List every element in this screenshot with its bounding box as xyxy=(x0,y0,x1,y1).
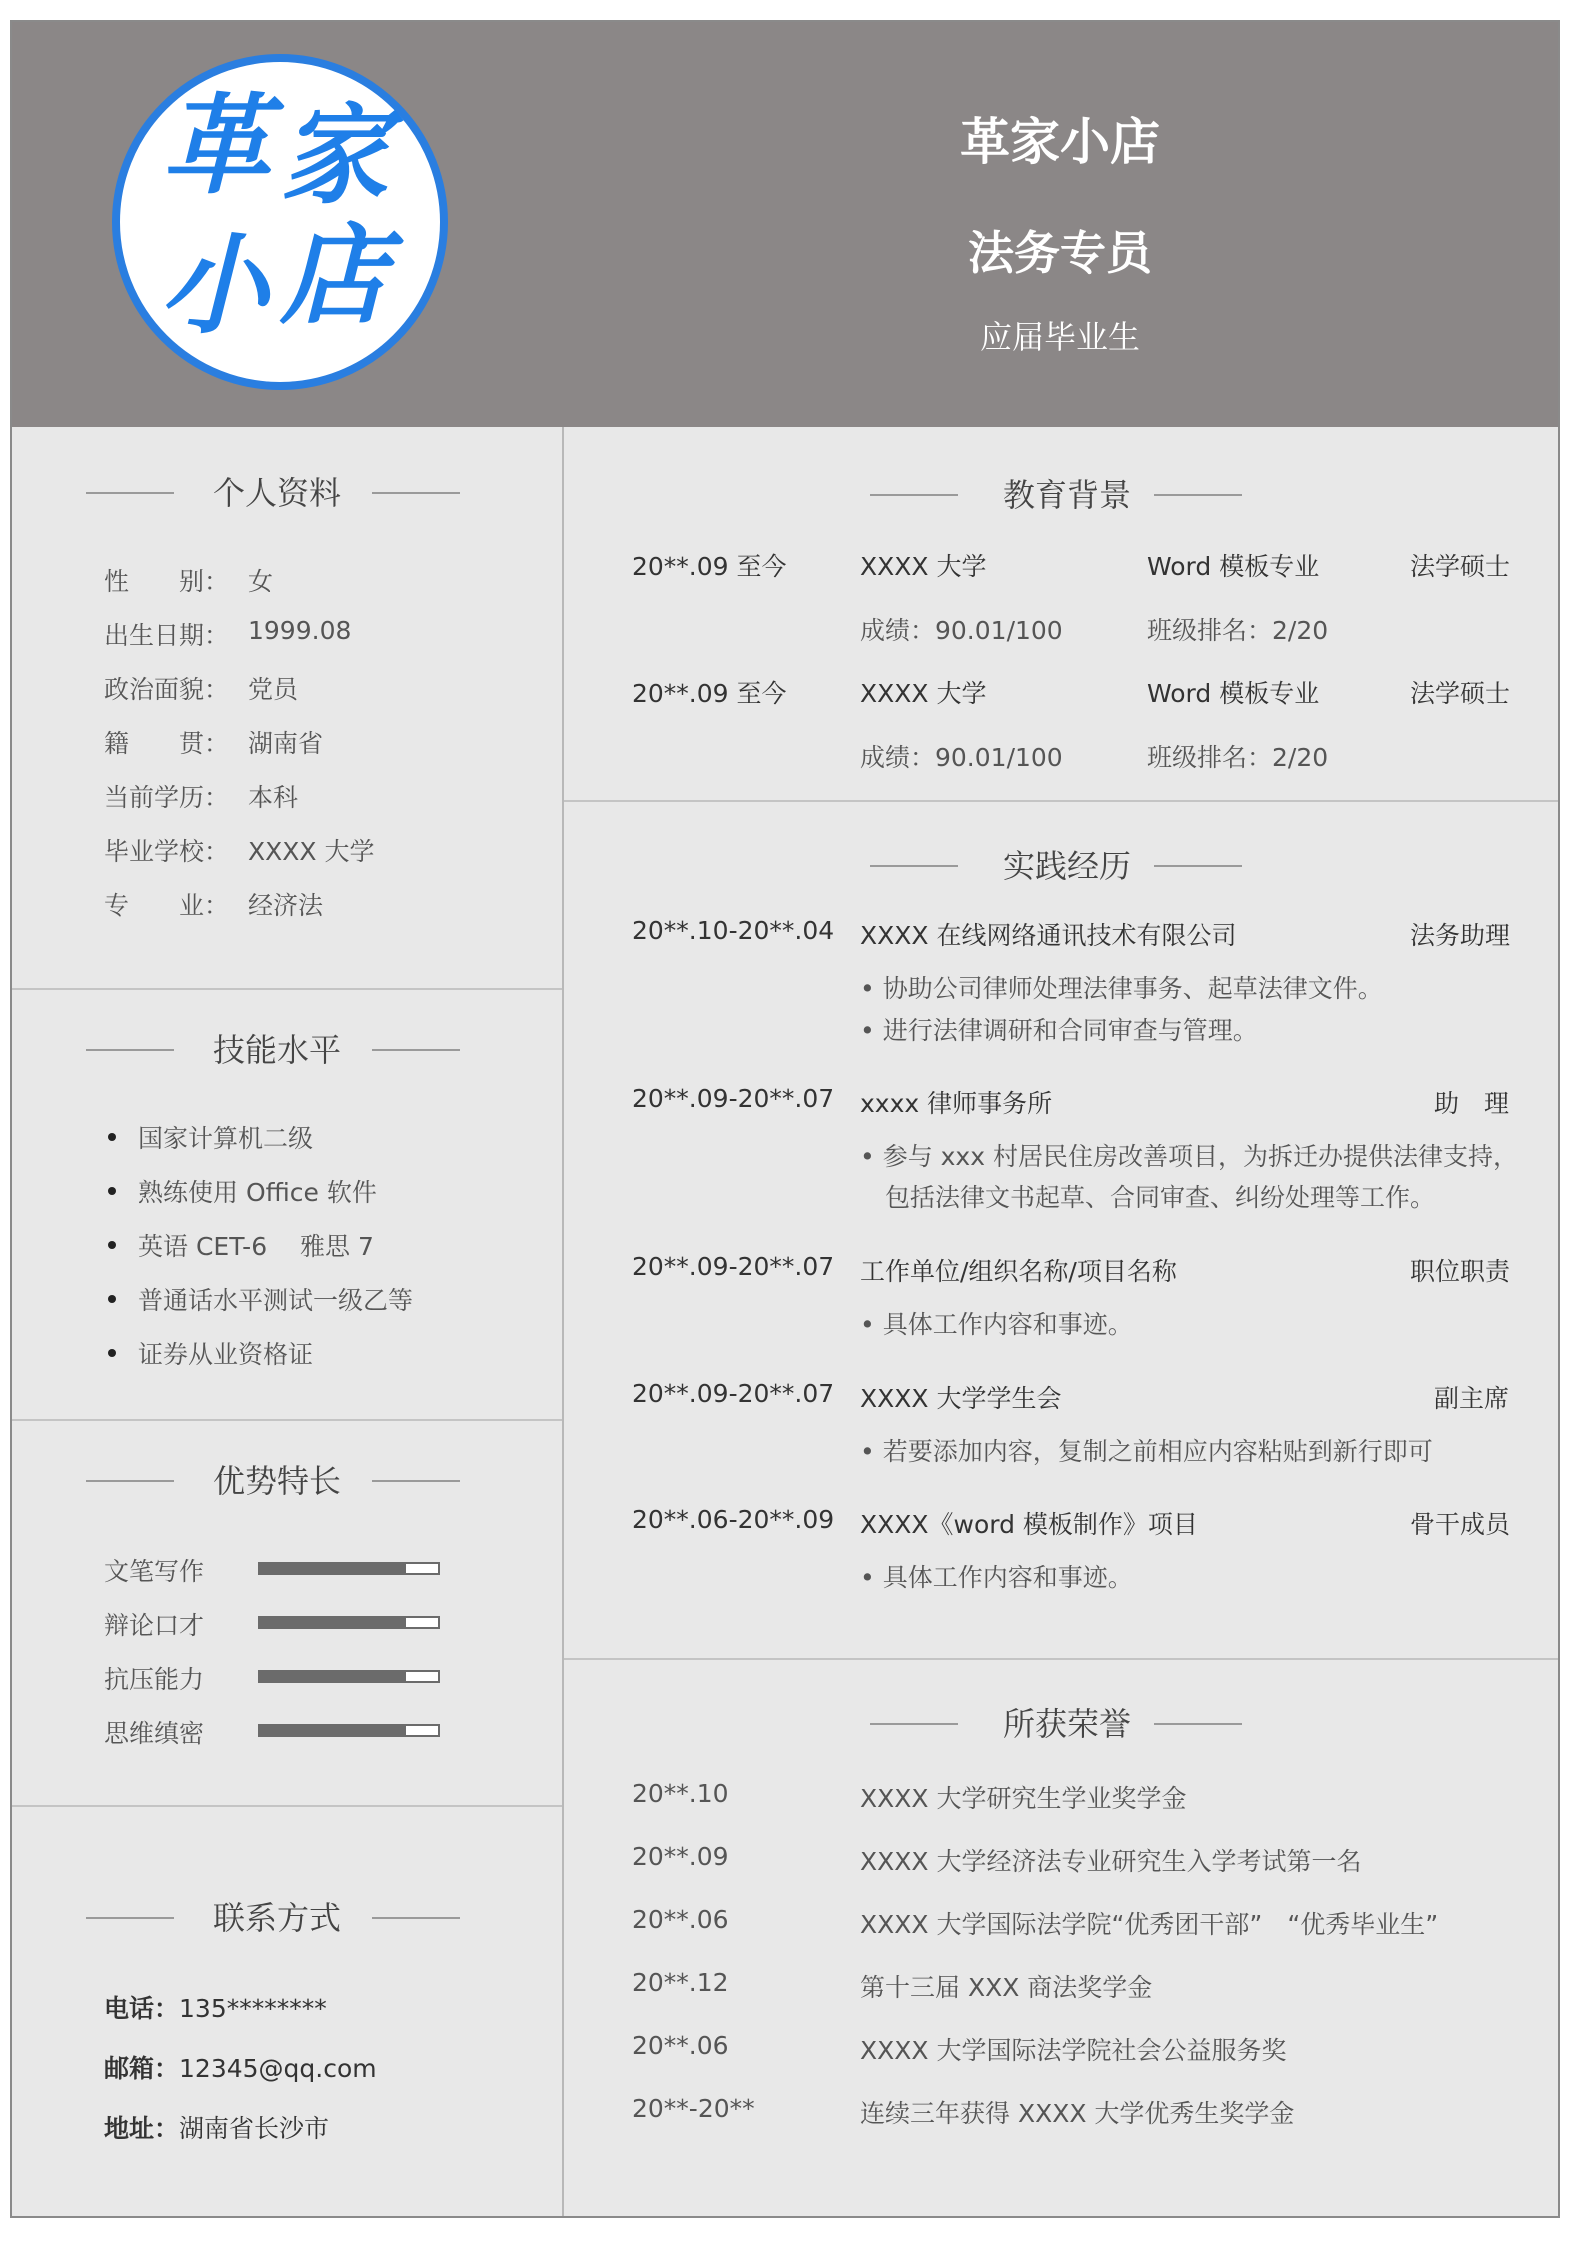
exp-date: 20**.09-20**.07 xyxy=(632,1379,835,1408)
strength-bar-fill xyxy=(260,1726,406,1735)
honor-date: 20**.12 xyxy=(632,1968,729,1997)
edu-score: 成绩：90.01/100 xyxy=(860,616,1063,645)
edu-degree: 法学硕士 xyxy=(1410,552,1511,581)
exp-date: 20**.09-20**.07 xyxy=(632,1252,835,1281)
strength-bar-fill xyxy=(260,1618,406,1627)
strength-bar xyxy=(258,1562,440,1575)
info-value: 女 xyxy=(248,567,274,596)
info-label: 专 业： xyxy=(104,891,230,920)
section-title-strengths: 优势特长 xyxy=(212,1462,341,1500)
title-rule xyxy=(1154,494,1242,496)
job-position: 法务专员 xyxy=(968,226,1152,280)
title-rule xyxy=(86,492,174,494)
title-rule xyxy=(1154,865,1242,867)
strength-bar-fill xyxy=(260,1672,406,1681)
honor-text: XXXX 大学国际法学院社会公益服务奖 xyxy=(860,2036,1287,2065)
title-rule xyxy=(372,492,460,494)
exp-detail: • 若要添加内容，复制之前相应内容粘贴到新行即可 xyxy=(860,1437,1433,1466)
exp-date: 20**.06-20**.09 xyxy=(632,1505,835,1534)
exp-role: 职位职责 xyxy=(1410,1257,1511,1286)
phone-value: 135******** xyxy=(179,1994,327,2023)
resume-page xyxy=(10,20,1560,2218)
title-rule xyxy=(86,1480,174,1482)
exp-org: XXXX 大学学生会 xyxy=(860,1384,1062,1413)
honor-date: 20**.06 xyxy=(632,1905,729,1934)
edu-score: 成绩：90.01/100 xyxy=(860,743,1063,772)
title-rule xyxy=(870,865,958,867)
honor-text: XXXX 大学经济法专业研究生入学考试第一名 xyxy=(860,1847,1362,1876)
edu-rank: 班级排名：2/20 xyxy=(1147,743,1329,772)
exp-detail: 包括法律文书起草、合同审查、纠纷处理等工作。 xyxy=(860,1183,1436,1212)
contact-phone xyxy=(104,1989,327,2025)
info-label: 出生日期： xyxy=(104,621,230,650)
contact-address xyxy=(104,2109,329,2145)
section-title-honors: 所获荣誉 xyxy=(1002,1705,1131,1743)
edu-date: 20**.09 至今 xyxy=(632,679,787,708)
strength-bar xyxy=(258,1616,440,1629)
strength-label: 抗压能力 xyxy=(104,1665,205,1694)
info-value: 1999.08 xyxy=(248,616,352,645)
title-rule xyxy=(86,1049,174,1051)
bullet-icon xyxy=(108,1349,116,1357)
exp-org: XXXX 在线网络通讯技术有限公司 xyxy=(860,921,1237,950)
exp-detail: • 具体工作内容和事迹。 xyxy=(860,1310,1133,1339)
section-divider xyxy=(564,1658,1558,1660)
exp-org: xxxx 律师事务所 xyxy=(860,1089,1053,1118)
section-divider xyxy=(12,988,562,990)
section-divider xyxy=(12,1419,562,1421)
info-value: 党员 xyxy=(248,675,299,704)
title-rule xyxy=(372,1480,460,1482)
strength-bar-fill xyxy=(260,1564,406,1573)
info-value: XXXX 大学 xyxy=(248,837,375,866)
section-title-practice: 实践经历 xyxy=(1002,847,1131,885)
exp-role: 助 理 xyxy=(1434,1089,1510,1118)
honor-text: 第十三届 XXX 商法奖学金 xyxy=(860,1973,1153,2002)
info-value: 湖南省 xyxy=(248,729,324,758)
info-label: 籍 贯： xyxy=(104,729,230,758)
bullet-icon xyxy=(108,1187,116,1195)
candidate-status: 应届毕业生 xyxy=(979,318,1140,356)
title-rule xyxy=(372,1917,460,1919)
logo-char: 店 xyxy=(280,213,389,339)
logo-char: 小 xyxy=(160,223,269,349)
strength-label: 文笔写作 xyxy=(104,1557,205,1586)
strength-label: 辩论口才 xyxy=(104,1611,205,1640)
header-banner xyxy=(12,22,1558,427)
honor-text: XXXX 大学国际法学院“优秀团干部” “优秀毕业生” xyxy=(860,1910,1439,1939)
bullet-icon xyxy=(108,1133,116,1141)
edu-school: XXXX 大学 xyxy=(860,552,987,581)
section-divider xyxy=(12,1805,562,1807)
exp-role: 法务助理 xyxy=(1410,921,1511,950)
skill-item: 英语 CET-6 雅思 7 xyxy=(138,1232,374,1261)
exp-detail: • 具体工作内容和事迹。 xyxy=(860,1563,1133,1592)
info-value: 本科 xyxy=(248,783,299,812)
title-rule xyxy=(372,1049,460,1051)
section-title-contact: 联系方式 xyxy=(212,1899,341,1937)
exp-detail: • 协助公司律师处理法律事务、起草法律文件。 xyxy=(860,974,1383,1003)
honor-date: 20**-20** xyxy=(632,2094,755,2123)
address-label: 地址： xyxy=(104,2114,180,2143)
info-label: 毕业学校： xyxy=(104,837,230,866)
bullet-icon xyxy=(108,1295,116,1303)
email-label: 邮箱： xyxy=(104,2054,180,2083)
edu-rank: 班级排名：2/20 xyxy=(1147,616,1329,645)
edu-major: Word 模板专业 xyxy=(1147,679,1320,708)
logo-char: 家 xyxy=(280,93,389,219)
strength-bar xyxy=(258,1670,440,1683)
skill-item: 普通话水平测试一级乙等 xyxy=(138,1286,414,1315)
title-rule xyxy=(870,1723,958,1725)
exp-date: 20**.10-20**.04 xyxy=(632,916,835,945)
exp-role: 副主席 xyxy=(1434,1384,1510,1413)
strength-label: 思维缜密 xyxy=(104,1719,205,1748)
skill-item: 证券从业资格证 xyxy=(138,1340,314,1369)
exp-org: 工作单位/组织名称/项目名称 xyxy=(860,1257,1177,1286)
title-rule xyxy=(86,1917,174,1919)
address-value: 湖南省长沙市 xyxy=(179,2114,330,2143)
exp-role: 骨干成员 xyxy=(1410,1510,1511,1539)
phone-label: 电话： xyxy=(104,1994,180,2023)
contact-email xyxy=(104,2049,377,2085)
strength-bar xyxy=(258,1724,440,1737)
honor-text: XXXX 大学研究生学业奖学金 xyxy=(860,1784,1187,1813)
exp-detail: • 进行法律调研和合同审查与管理。 xyxy=(860,1016,1258,1045)
shop-logo xyxy=(112,54,448,390)
column-divider xyxy=(562,427,564,2216)
bullet-icon xyxy=(108,1241,116,1249)
title-rule xyxy=(1154,1723,1242,1725)
section-title-education: 教育背景 xyxy=(1002,476,1131,514)
info-label: 当前学历： xyxy=(104,783,230,812)
skill-item: 熟练使用 Office 软件 xyxy=(138,1178,377,1207)
honor-date: 20**.09 xyxy=(632,1842,729,1871)
honor-text: 连续三年获得 XXXX 大学优秀生奖学金 xyxy=(860,2099,1295,2128)
edu-major: Word 模板专业 xyxy=(1147,552,1320,581)
candidate-name: 革家小店 xyxy=(960,113,1160,171)
info-label: 性 别： xyxy=(104,567,230,596)
section-title-personal: 个人资料 xyxy=(212,474,341,512)
info-label: 政治面貌： xyxy=(104,675,230,704)
email-value: 12345@qq.com xyxy=(179,2054,377,2083)
section-title-skills: 技能水平 xyxy=(212,1031,341,1069)
logo-char: 革 xyxy=(162,83,271,209)
edu-school: XXXX 大学 xyxy=(860,679,987,708)
exp-org: XXXX《word 模板制作》项目 xyxy=(860,1510,1198,1539)
edu-degree: 法学硕士 xyxy=(1410,679,1511,708)
title-rule xyxy=(870,494,958,496)
honor-date: 20**.06 xyxy=(632,2031,729,2060)
exp-detail: • 参与 xxx 村居民住房改善项目，为拆迁办提供法律支持， xyxy=(860,1142,1518,1171)
exp-date: 20**.09-20**.07 xyxy=(632,1084,835,1113)
honor-date: 20**.10 xyxy=(632,1779,729,1808)
info-value: 经济法 xyxy=(248,891,324,920)
skill-item: 国家计算机二级 xyxy=(138,1124,314,1153)
edu-date: 20**.09 至今 xyxy=(632,552,787,581)
section-divider xyxy=(564,800,1558,802)
